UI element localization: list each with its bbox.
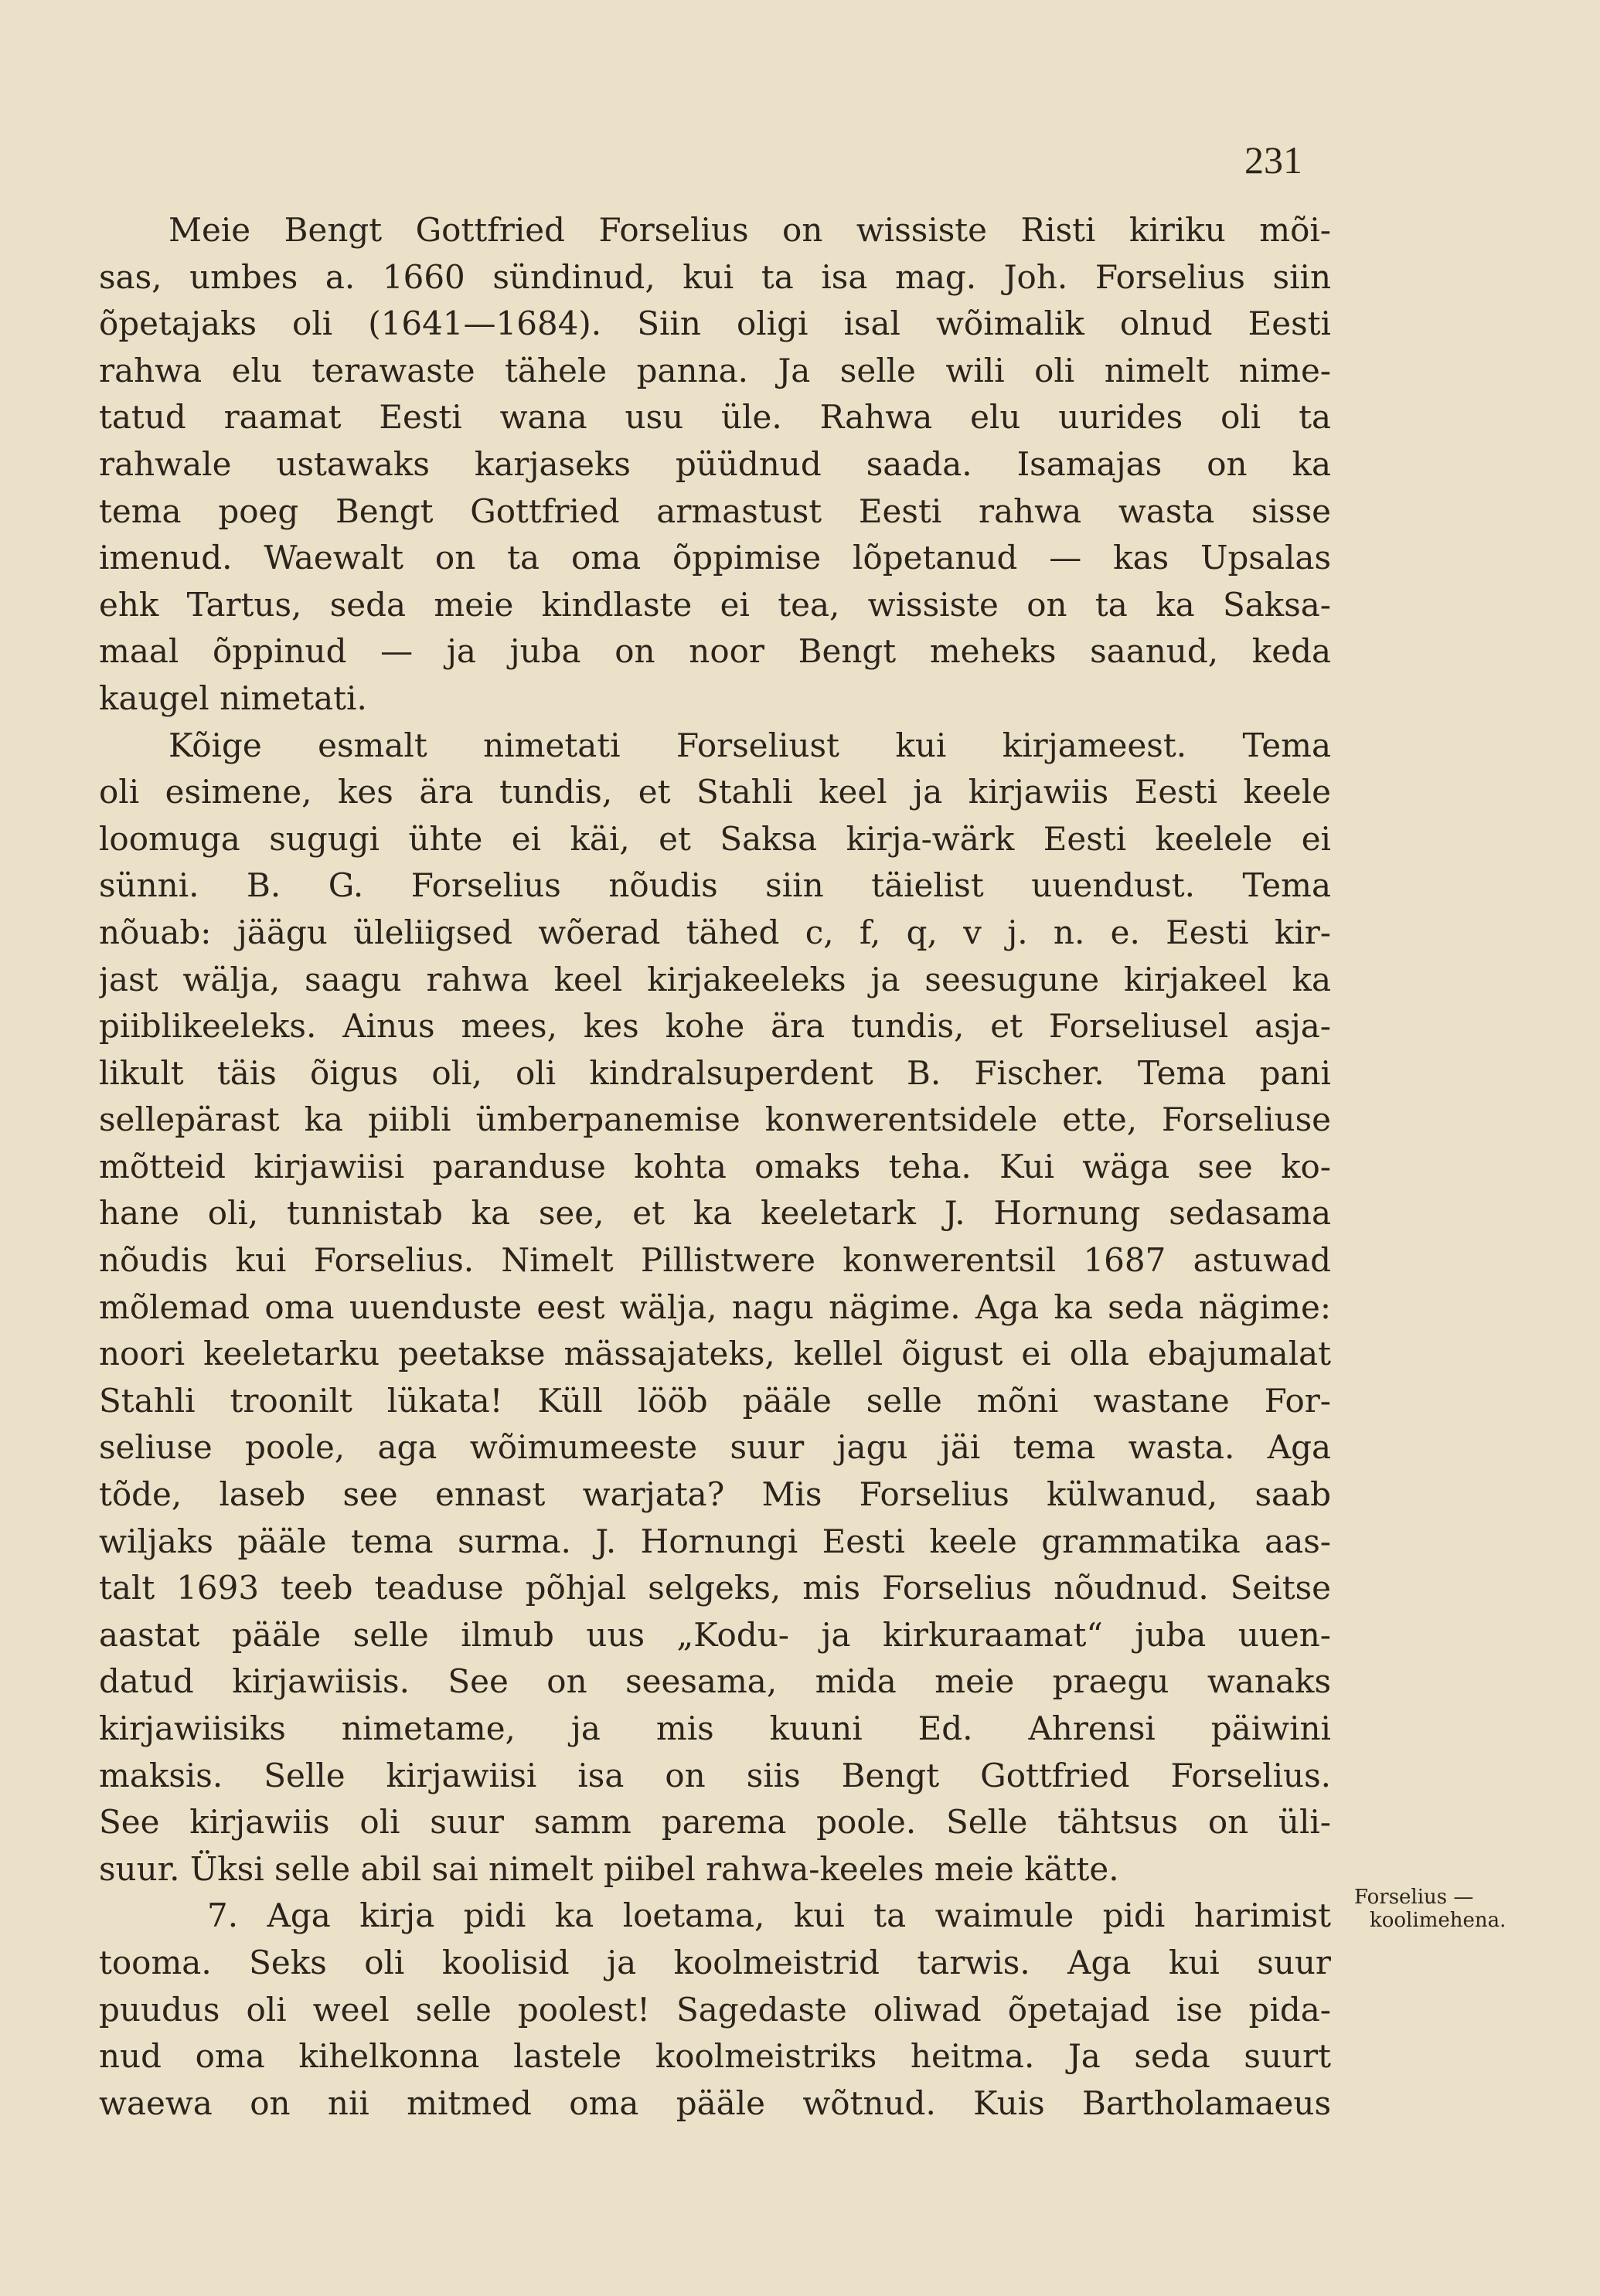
text-line: maal õppinud — ja juba on noor Bengt meheks saanud, keda <box>99 632 1331 671</box>
text-line: Stahli troonilt lükata! Küll lööb pääle selle mõni wastane For- <box>99 1381 1331 1420</box>
page-number: 231 <box>1244 138 1302 182</box>
marginal-note-line: Forselius — <box>1354 1886 1474 1909</box>
text-line: loomuga sugugi ühte ei käi, et Saksa kirja-wärk Eesti keelele ei <box>99 819 1331 858</box>
text-line: jast wälja, saagu rahwa keel kirjakeeleks ja seesugune kirjakeel ka <box>99 960 1331 998</box>
text-line: aastat pääle selle ilmub uus „Kodu- ja kirkuraamat“ juba uuen- <box>99 1615 1331 1654</box>
text-line: sünni. B. G. Forselius nõudis siin täielist uuendust. Tema <box>99 866 1331 905</box>
text-line: õpetajaks oli (1641—1684). Siin oligi isal wõimalik olnud Eesti <box>99 304 1331 343</box>
text-line: tõde, laseb see ennast warjata? Mis Forselius külwanud, saab <box>99 1475 1331 1514</box>
text-line: mõlemad oma uuenduste eest wälja, nagu nägime. Aga ka seda nägime: <box>99 1287 1331 1326</box>
text-line: likult täis õigus oli, oli kindralsuperdent B. Fischer. Tema pani <box>99 1053 1331 1092</box>
text-line: seliuse poole, aga wõimumeeste suur jagu jäi tema wasta. Aga <box>99 1428 1331 1467</box>
text-line: datud kirjawiisis. See on seesama, mida meie praegu wanaks <box>99 1662 1331 1701</box>
text-line: oli esimene, kes ära tundis, et Stahli keel ja kirjawiis Eesti keele <box>99 773 1331 811</box>
body-text <box>99 207 1331 2127</box>
text-line: maksis. Selle kirjawiisi isa on siis Bengt Gottfried Forselius. <box>99 1756 1331 1794</box>
text-line: See kirjawiis oli suur samm parema poole. Selle tähtsus on üli- <box>99 1803 1331 1842</box>
text-line: hane oli, tunnistab ka see, et ka keeletark J. Hornung sedasama <box>99 1194 1331 1233</box>
text-line: nõuab: jäägu üleliigsed wõerad tähed c, f, q, v j. n. e. Eesti kir- <box>99 913 1331 951</box>
text-line: kirjawiisiks nimetame, ja mis kuuni Ed. Ahrensi päiwini <box>99 1709 1331 1747</box>
text-line: nõudis kui Forselius. Nimelt Pillistwere konwerentsil 1687 astuwad <box>99 1241 1331 1280</box>
text-line: talt 1693 teeb teaduse põhjal selgeks, mis Forselius nõudnud. Seitse <box>99 1569 1331 1607</box>
text-line: ehk Tartus, seda meie kindlaste ei tea, wissiste on ta ka Saksa- <box>99 585 1331 624</box>
text-line: Kõige esmalt nimetati Forseliust kui kirjameest. Tema <box>169 726 1331 764</box>
text-line: suur. Üksi selle abil sai nimelt piibel rahwa-keeles meie kätte. <box>99 1849 1119 1888</box>
text-line: noori keeletarku peetakse mässajateks, kellel õigust ei olla ebajumalat <box>99 1335 1331 1373</box>
text-line: nud oma kihelkonna lastele koolmeistriks heitma. Ja seda suurt <box>99 2037 1331 2076</box>
text-line: rahwale ustawaks karjaseks püüdnud saada. Isamajas on ka <box>99 444 1331 483</box>
text-line: waewa on nii mitmed oma pääle wõtnud. Kuis Bartholamaeus <box>99 2083 1331 2122</box>
text-line: imenud. Waewalt on ta oma õppimise lõpetanud — kas Upsalas <box>99 539 1331 577</box>
text-line: tema poeg Bengt Gottfried armastust Eesti rahwa wasta sisse <box>99 492 1331 530</box>
text-line: wiljaks pääle tema surma. J. Hornungi Eesti keele grammatika aas- <box>99 1522 1331 1560</box>
text-line: sas, umbes a. 1660 sündinud, kui ta isa mag. Joh. Forselius siin <box>99 257 1331 296</box>
text-line: tooma. Seks oli koolisid ja koolmeistrid tarwis. Aga kui suur <box>99 1943 1331 1981</box>
text-line: mõtteid kirjawiisi paranduse kohta omaks teha. Kui wäga see ko- <box>99 1147 1331 1185</box>
marginal-note <box>1354 1886 1586 1932</box>
text-line: kaugel nimetati. <box>99 679 367 717</box>
marginal-note-line: koolimehena. <box>1370 1909 1506 1932</box>
text-line: sellepärast ka piibli ümberpanemise konwerentsidele ette, Forseliuse <box>99 1100 1331 1139</box>
text-line: puudus oli weel selle poolest! Sagedaste oliwad õpetajad ise pida- <box>99 1990 1331 2029</box>
text-line: rahwa elu terawaste tähele panna. Ja selle wili oli nimelt nime- <box>99 351 1331 389</box>
text-line: 7. Aga kirja pidi ka loetama, kui ta waimule pidi harimist <box>207 1896 1331 1935</box>
text-line: piiblikeeleks. Ainus mees, kes kohe ära tundis, et Forseliusel asja- <box>99 1007 1331 1046</box>
text-line: tatud raamat Eesti wana usu üle. Rahwa elu uurides oli ta <box>99 398 1331 437</box>
text-line: Meie Bengt Gottfried Forselius on wissiste Risti kiriku mõi- <box>169 211 1331 249</box>
